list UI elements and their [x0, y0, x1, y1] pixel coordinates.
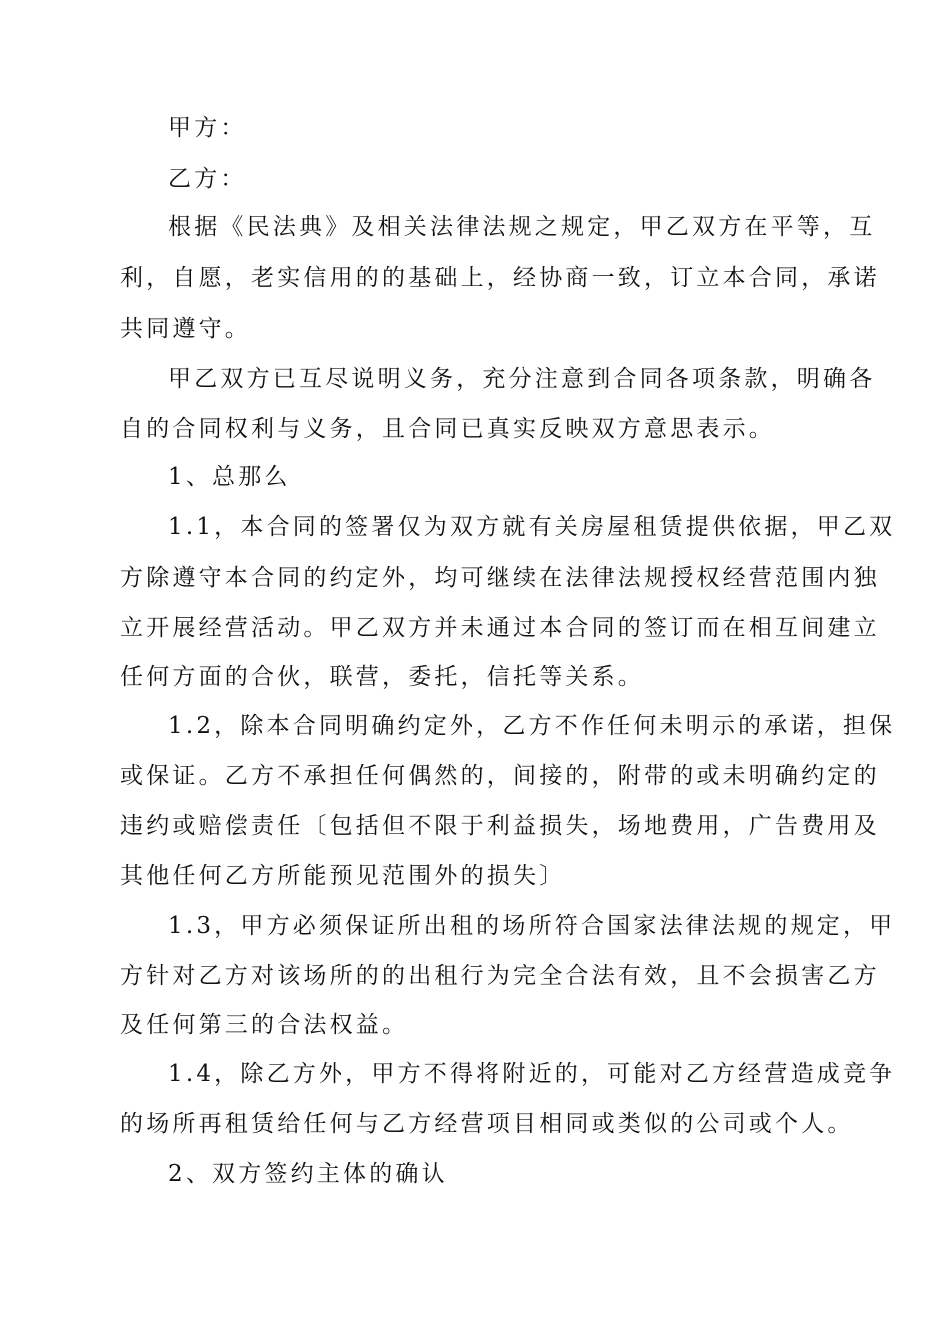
paragraph-line: 的场所再租赁给任何与乙方经营项目相同或类似的公司或个人。: [120, 1111, 854, 1137]
paragraph-line: 违约或赔偿责任〔包括但不限于利益损失，场地费用，广告费用及: [120, 813, 880, 839]
section-heading: 1、总那么: [168, 464, 291, 490]
paragraph-line: 根据《民法典》及相关法律法规之规定，甲乙双方在平等，互: [168, 214, 876, 240]
party-a-label: 甲方：: [168, 115, 247, 141]
paragraph-line: 方针对乙方对该场所的的出租行为完全合法有效，且不会损害乙方: [120, 963, 880, 989]
paragraph-line: 1.1，本合同的签署仅为双方就有关房屋租赁提供依据，甲乙双: [168, 514, 896, 540]
paragraph-line: 1.3，甲方必须保证所出租的场所符合国家法律法规的规定，甲: [168, 913, 896, 939]
paragraph-line: 立开展经营活动。甲乙双方并未通过本合同的签订而在相互间建立: [120, 615, 880, 641]
paragraph-line: 任何方面的合伙，联营，委托，信托等关系。: [120, 664, 644, 690]
paragraph-line: 1.4，除乙方外，甲方不得将附近的，可能对乙方经营造成竞争: [168, 1061, 896, 1087]
party-b-label: 乙方：: [168, 166, 247, 192]
paragraph-line: 利，自愿，老实信用的的基础上，经协商一致，订立本合同，承诺: [120, 265, 880, 291]
paragraph-line: 自的合同权利与义务，且合同已真实反映双方意思表示。: [120, 416, 775, 442]
paragraph-line: 或保证。乙方不承担任何偶然的，间接的，附带的或未明确约定的: [120, 763, 880, 789]
section-heading: 2、双方签约主体的确认: [168, 1161, 448, 1187]
paragraph-line: 及任何第三的合法权益。: [120, 1012, 409, 1038]
paragraph-line: 方除遵守本合同的约定外，均可继续在法律法规授权经营范围内独: [120, 565, 880, 591]
paragraph-line: 甲乙双方已互尽说明义务，充分注意到合同各项条款，明确各: [168, 366, 876, 392]
paragraph-line: 共同遵守。: [120, 316, 251, 342]
paragraph-line: 其他任何乙方所能预见范围外的损失〕: [120, 863, 566, 889]
paragraph-line: 1.2，除本合同明确约定外，乙方不作任何未明示的承诺，担保: [168, 713, 896, 739]
